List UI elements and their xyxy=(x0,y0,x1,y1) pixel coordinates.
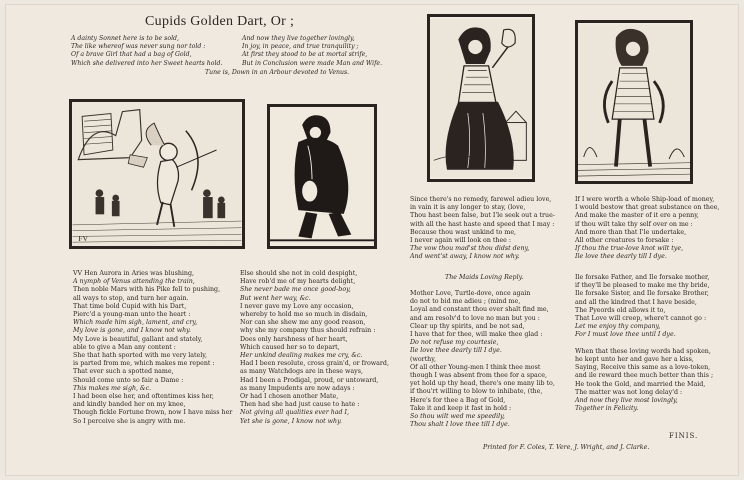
verse-line: Ile love thee dearly till I dye. xyxy=(575,253,667,261)
verse-line: Because thou wast unkind to me, xyxy=(410,228,517,236)
verse-line: Mother Love, Turtle-dove, once again xyxy=(410,290,531,297)
verse-column-3 xyxy=(410,196,582,262)
verse-line: he kept unto her and gave her a kiss, xyxy=(575,356,694,364)
verse-line: Nor can she shew me any good reason, xyxy=(240,319,366,327)
verse-line: Pierc'd a young-man unto the heart : xyxy=(73,311,191,319)
intro-left xyxy=(71,35,222,68)
woodcut-cupid xyxy=(69,99,245,249)
verse-line: Saying, Receive this same as a love-token, xyxy=(575,364,711,372)
verse-line: Have rob'd me of my hearts delight, xyxy=(240,278,356,286)
verse-line: When that these loving words had spoken, xyxy=(575,347,711,355)
ballad-title: Cupids Golden Dart, Or ; xyxy=(145,14,295,29)
tune-line: Tune is, Down in an Arbour devoted to Venus. xyxy=(205,69,350,76)
verse-column-3b xyxy=(410,290,582,429)
verse-line: Of all other Young-men I think thee most xyxy=(410,363,541,371)
verse-line: Her unkind dealing makes me cry, &c. xyxy=(240,352,363,360)
verse-column-4 xyxy=(575,196,739,262)
verse-line: He took the Gold, and married the Maid, xyxy=(575,380,706,388)
intro-line: In joy, in peace, and true tranquility ; xyxy=(242,43,359,51)
intro-line: But in Conclusion were made Man and Wife. xyxy=(242,59,383,67)
verse-line: I have that for thee, will make thee glad : xyxy=(410,331,543,339)
verse-line: Take it and keep it fast in hold : xyxy=(410,404,512,412)
verse-line xyxy=(575,340,739,348)
intro-line: And now they live together lovingly, xyxy=(242,35,355,42)
verse-line: My Love is beautiful, gallant and stately, xyxy=(73,335,203,343)
verse-line: Yet she is gone, I know not why. xyxy=(240,417,342,425)
woman-woodcut-image xyxy=(430,17,532,179)
verse-line: Had I been resolute, cross grain'd, or froward, xyxy=(240,360,389,368)
verse-line: Let me enjoy thy company, xyxy=(575,323,661,331)
verse-line: That ever such a spotted name, xyxy=(73,368,174,376)
verse-line: And more than that I'le undertake, xyxy=(575,228,687,236)
verse-line: The matter was not long delay'd : xyxy=(575,388,683,396)
verse-line: with all the hast haste and speed that I may : xyxy=(410,220,555,228)
verse-line: Which made him sigh, lament, and cry, xyxy=(73,319,198,327)
verse-column-4b xyxy=(575,274,739,413)
verse-line: why she my company thus should refrain : xyxy=(240,327,376,335)
verse-line: My love is gone, and I know not why. xyxy=(73,327,191,335)
verse-line: The vow thou mad'st thou didst deny, xyxy=(410,245,530,253)
verse-line: She that hath sported with me very lately, xyxy=(73,352,208,360)
verse-line: Else should she not in cold despight, xyxy=(240,270,358,277)
verse-line: That Love will creep, where't cannot go : xyxy=(575,315,707,323)
verse-line: But went her way, &c. xyxy=(240,294,311,302)
cloaked-man-woodcut-image xyxy=(270,107,374,246)
verse-line: and kindly banded her on my knee, xyxy=(73,401,186,409)
intro-line: Of a brave Girl that had a bag of Gold, xyxy=(71,51,192,59)
verse-line: If thou the true-love knot wilt tye, xyxy=(575,245,684,253)
verse-line: Which caused her so to depart, xyxy=(240,343,340,351)
verse-line: Clear up thy spirits, and be not sad, xyxy=(410,322,525,330)
verse-line: Though fickle Fortune frown, now I have miss her xyxy=(73,409,233,417)
verse-line: Together in Felicity. xyxy=(575,405,639,413)
gentleman-woodcut-image xyxy=(578,23,690,181)
verse-line: I never again will look on thee : xyxy=(410,237,512,245)
verse-line: Had I been a Prodigal, proud, or untoward, xyxy=(240,376,379,384)
verse-line: Ile love thee dearly till I dye. xyxy=(410,347,502,355)
verse-line: all ways to stop, and turn her again. xyxy=(73,294,189,302)
verse-line: Then noble Mars with his Pike fell to pushing, xyxy=(73,286,221,294)
verse-line: and ile reward thee much better than this ; xyxy=(575,372,714,380)
intro-line: A dainty Sonnet here is to be sold, xyxy=(71,35,179,42)
maids-reply-heading: The Maids Loving Reply. xyxy=(445,274,524,281)
verse-line: All other creatures to forsake : xyxy=(575,237,674,245)
intro-line: Which she delivered into her Sweet hearts hold. xyxy=(71,59,223,67)
verse-line: For I must love thee until I dye. xyxy=(575,331,676,339)
woodcut-cloaked-man xyxy=(267,104,377,249)
verse-line: And make the master of it ere a penny, xyxy=(575,212,699,220)
verse-line: and am resolv'd to love no man but you : xyxy=(410,314,540,322)
intro-right xyxy=(242,35,382,68)
verse-line: I had been else her, and oftentimes kiss her, xyxy=(73,393,214,401)
verse-line: whereby to hold me so much in disdain, xyxy=(240,311,368,319)
finis-mark: FINIS. xyxy=(669,432,699,440)
verse-line: and all the kindred that I have beside, xyxy=(575,298,697,306)
verse-line: Loyal and constant thou ever shalt find me, xyxy=(410,306,549,314)
verse-line: VV Hen Aurora in Aries was blushing, xyxy=(73,270,195,277)
verse-line: if they'll be pleased to make me thy bride, xyxy=(575,282,710,290)
verse-line: Should come unto so fair a Dame : xyxy=(73,376,184,384)
verse-line: Not giving all qualities ever had I, xyxy=(240,409,350,417)
verse-column-1 xyxy=(73,270,241,426)
verse-line: Do not refuse my courtesie, xyxy=(410,339,499,347)
verse-line: if thou'rt willing to blow to inhibate, (the, xyxy=(410,388,543,396)
verse-line: is parted from me, which makes me repent : xyxy=(73,360,215,368)
verse-line: though I was absent from thee for a space, xyxy=(410,372,548,380)
verse-line: A nymph of Venus attending the train, xyxy=(73,278,195,286)
verse-line: I never gave my Love any occasion, xyxy=(240,302,354,310)
verse-line: If I were worth a whole Ship-load of money, xyxy=(575,196,715,203)
verse-line: So I perceive she is angry with me. xyxy=(73,417,186,425)
verse-line: So thou wilt wed me speedily, xyxy=(410,413,505,421)
woodcut-woman xyxy=(427,14,535,182)
verse-line: (worthy, xyxy=(410,355,436,363)
printer-imprint: Printed for F. Coles, T. Vere, J. Wright, and J. Clarke. xyxy=(483,444,650,451)
verse-line: if thou wilt take thy self over on me : xyxy=(575,220,693,228)
verse-line: Then had she had just cause to hate : xyxy=(240,401,360,409)
verse-line: do not to bid me adieu ; (mind me, xyxy=(410,298,521,306)
verse-line: in vain it is any longer to stay, (love, xyxy=(410,204,526,212)
verse-line: Here's for thee a Bag of Gold, xyxy=(410,396,506,404)
verse-line: That time bold Cupid with his Dart, xyxy=(73,302,187,310)
verse-line: able to give a Man any content : xyxy=(73,343,176,351)
verse-line: Since there's no remedy, farewel adieu love, xyxy=(410,196,552,203)
verse-line: Does only harshness of her heart, xyxy=(240,335,348,343)
broadside-sheet xyxy=(5,4,739,476)
intro-line: The like whereof was never sung nor told : xyxy=(71,43,206,51)
verse-line: And went'st away, I know not why. xyxy=(410,253,520,261)
verse-line: yet hold up thy head, there's one many lib to, xyxy=(410,380,555,388)
verse-line: The Pyeords old allows it to, xyxy=(575,306,666,314)
verse-line: And now they live most lovingly, xyxy=(575,397,678,405)
intro-line: At first they stood to be at mortal strife, xyxy=(242,51,368,59)
verse-line: as many Impudents are now adays : xyxy=(240,384,355,392)
verse-line: I would bestow that great substance on thee, xyxy=(575,204,720,212)
verse-line: Ile forsake Sister, and Ile forsake Brother, xyxy=(575,290,709,298)
verse-line: Or had I chosen another Mate, xyxy=(240,393,339,401)
woodcut-gentleman xyxy=(575,20,693,184)
verse-line: Thou hast been false, but I'le seek out a true- xyxy=(410,212,555,220)
verse-column-2 xyxy=(240,270,408,426)
cupid-woodcut-image xyxy=(72,102,242,246)
verse-line: This makes me sigh, &c. xyxy=(73,384,152,392)
verse-line: Thou shalt I love thee till I dye. xyxy=(410,421,510,429)
woodcut-monogram: FV xyxy=(78,234,89,244)
verse-line: She never bade me once good-boy, xyxy=(240,286,351,294)
verse-line: as many Watchdogs are in these ways, xyxy=(240,368,363,376)
verse-line: Ile forsake Father, and Ile forsake mother, xyxy=(575,274,710,281)
